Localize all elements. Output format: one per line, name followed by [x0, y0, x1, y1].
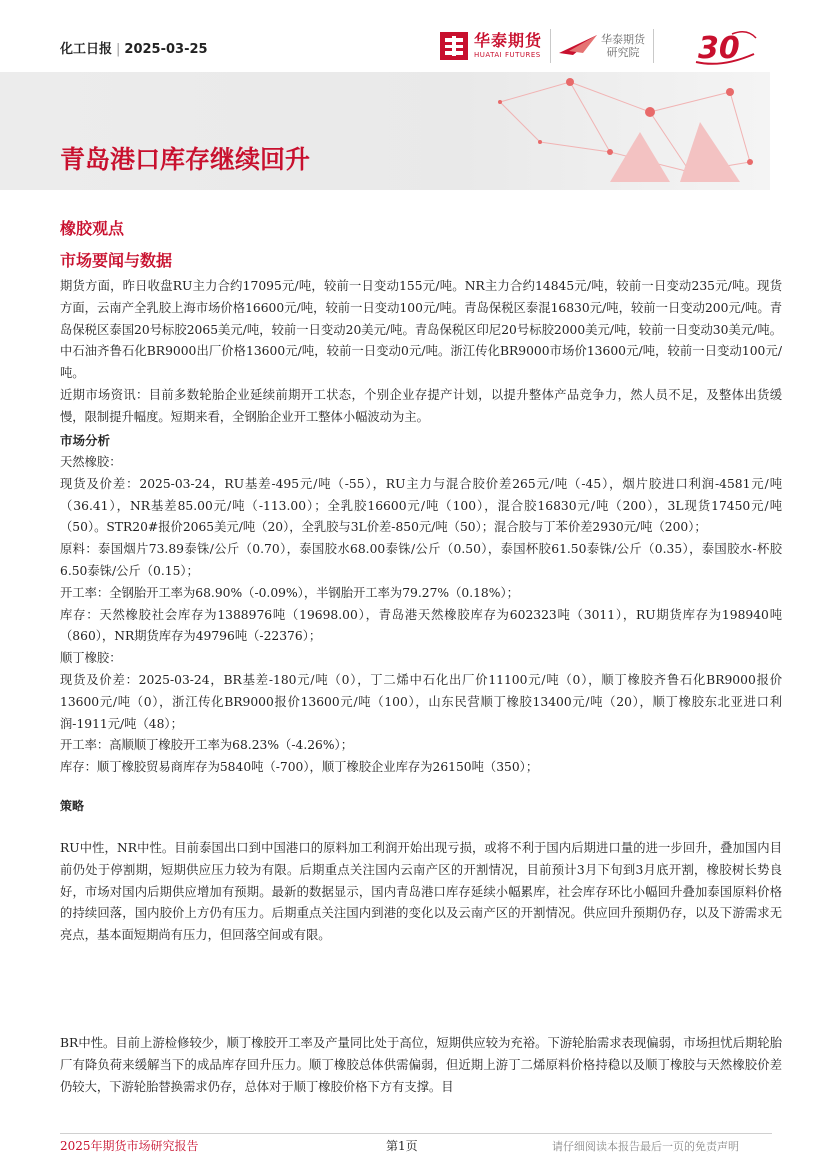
report-date: 2025-03-25 [124, 42, 208, 57]
divider [550, 29, 551, 63]
br-label: 顺丁橡胶： [60, 651, 122, 666]
report-type: 化工日报 [60, 42, 113, 57]
section-title-analysis: 市场分析 [60, 433, 111, 448]
br-stock: 库存：顺丁橡胶贸易商库存为5840吨（-700），顺丁橡胶企业库存为26150吨（350）； [60, 760, 539, 775]
news-paragraph-2: 近期市场资讯：目前多数轮胎企业延续前期开工状态，个别企业存提产计划，以提升整体产品竞争力，然人员不足，及整体出货缓慢，限制提升幅度。短期来看，全钢胎企业开工整体小幅波动为主。 [60, 388, 782, 424]
natural-stock: 库存：天然橡胶社会库存为1388976吨（19698.00），青岛港天然橡胶库存为602323吨（3011），RU期货库存为198940吨（860），NR期货库存为49796吨（-22376）； [60, 607, 782, 644]
institute-name: 华泰期货 研究院 [601, 32, 646, 59]
footer-divider [60, 1133, 772, 1134]
natural-spot: 现货及价差：2025-03-24，RU基差-495元/吨（-55），RU主力与混合胶价差265元/吨（-45），烟片胶进口利润-4581元/吨（36.41），NR基差85.00元/吨（-113.00）；全乳胶16600元/吨（100），混合胶16830元/吨（200），3L现货17450元/吨（50）。STR20#报价2065美元/吨（20），全乳胶与3L价差-850元/吨（50）；混合胶与丁苯价差2930元/吨（200）； [60, 476, 782, 535]
disclaimer-note: 请仔细阅读本报告最后一页的免责声明 [552, 1140, 739, 1153]
company-logo [440, 26, 662, 66]
network-graphic-icon [440, 72, 770, 190]
news-paragraph: 期货方面，昨日收盘RU主力合约17095元/吨，较前一日变动155元/吨。NR主力合约14845元/吨，较前一日变动235元/吨。现货方面，云南产全乳胶上海市场价格16600元/吨，较前一日变动100元/吨。青岛保税区泰混16830元/吨，较前一日变动200元/吨。青岛保税区泰国20号标胶2065美元/吨，较前一日变动20美元/吨。青岛保税区印尼20号标胶2000美元/吨，较前一日变动30美元/吨。中石油齐鲁石化BR9000出厂价格13600元/吨，较前一日变动0元/吨。浙江传化BR9000市场价13600元/吨，较前一日变动100元/吨。 [60, 279, 782, 381]
br-rate: 开工率：高顺顺丁橡胶开工率为68.23%（-4.26%）； [60, 738, 354, 753]
anniversary-mark: 30 [698, 31, 740, 66]
footer-report-name: 2025年期货市场研究报告 [60, 1139, 199, 1153]
page-title: 青岛港口库存继续回升 [60, 145, 311, 174]
page-number: 第1页 [386, 1139, 418, 1153]
institute-logo-icon [559, 33, 597, 59]
company-name-en: HUATAI FUTURES [474, 51, 541, 59]
section-title-view: 橡胶观点 [60, 219, 125, 238]
report-meta: 化工日报 | 2025-03-25 [60, 42, 208, 57]
title-banner [0, 72, 770, 190]
analysis-block [60, 452, 782, 779]
page-header [0, 0, 826, 72]
natural-raw: 原料：泰国烟片73.89泰铢/公斤（0.70），泰国胶水68.00泰铢/公斤（0.50），泰国杯胶61.50泰铢/公斤（0.35），泰国胶水-杯胶6.50泰铢/公斤（0.15）； [60, 542, 782, 578]
huatai-logo-icon [440, 32, 468, 60]
natural-rubber-label: 天然橡胶： [60, 455, 122, 469]
company-name: 华泰期货 [474, 31, 543, 50]
strategy-paragraph: RU中性，NR中性。目前泰国出口到中国港口的原料加工利润开始出现亏损，或将不利于国内后期进口量的进一步回升，叠加国内目前仍处于停割期，短期供应压力较为有限。后期重点关注国内云南产区的开割情况，目前预计3月下旬到3月底开割，橡胶树长势良好，市场对国内后期供应增加有预期。最新的数据显示，国内青岛港口库存延续小幅累库，社会库存环比小幅回升叠加泰国原料价格的持续回落，国内胶价上方仍有压力。后期重点关注国内到港的变化以及云南产区的开割情况。供应回升预期仍存，以及下游需求无亮点，基本面短期尚有压力，但回落空间或有限。 [60, 841, 782, 943]
section-title-news: 市场要闻与数据 [60, 251, 173, 270]
br-spot: 现货及价差：2025-03-24，BR基差-180元/吨（0），丁二烯中石化出厂价11100元/吨（0），顺丁橡胶齐鲁石化BR9000报价13600元/吨（0），浙江传化BR9000报价13600元/吨（100），山东民营顺丁橡胶13400元/吨（20），顺丁橡胶东北亚进口利润-1911元/吨（48）； [60, 672, 782, 731]
anniversary-logo-icon [692, 24, 762, 68]
divider [653, 29, 654, 63]
strategy-paragraph-2: BR中性。目前上游检修较少，顺丁橡胶开工率及产量同比处于高位，短期供应较为充裕。下游轮胎需求表现偏弱，市场担忧后期轮胎厂有降负荷来缓解当下的成品库存回升压力。顺丁橡胶总体供需偏弱，但近期上游丁二烯原料价格持稳以及顺丁橡胶与天然橡胶价差仍较大，下游轮胎替换需求仍存，总体对于顺丁橡胶价格下方有支撑。目 [60, 1036, 782, 1094]
section-title-strategy: 策略 [60, 799, 85, 813]
natural-rate: 开工率：全钢胎开工率为68.90%（-0.09%），半钢胎开工率为79.27%（0.18%）； [60, 585, 519, 600]
